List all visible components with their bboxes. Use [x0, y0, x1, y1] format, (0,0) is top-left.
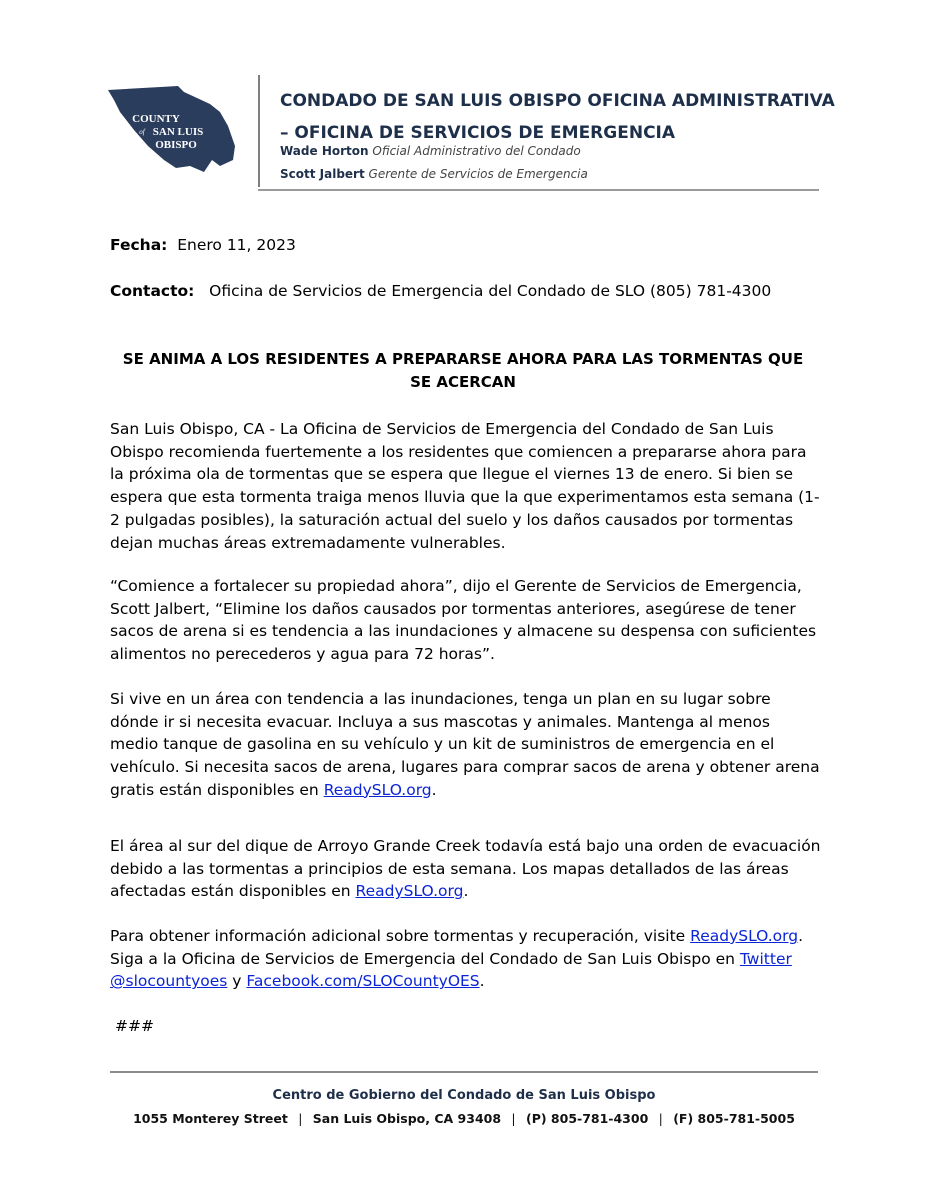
official-name: Scott Jalbert	[280, 167, 365, 181]
date-label: Fecha:	[110, 236, 168, 254]
readyslo-link[interactable]: ReadySLO.org	[690, 927, 799, 945]
contact-value: Oficina de Servicios de Emergencia del Condado de SLO (805) 781-4300	[209, 282, 772, 300]
fax-number: (F) 805-781-5005	[673, 1111, 795, 1126]
body-paragraph-3	[110, 688, 822, 802]
paragraph-text: El área al sur del dique de Arroyo Grande Creek todavía está bajo una orden de evacuación debido a las tormentas a principios de esta semana. Los mapas detallados de las áreas afectadas están disponibles en	[110, 837, 821, 901]
footer-address	[110, 1111, 818, 1126]
paragraph-text: Si vive en un área con tendencia a las inundaciones, tenga un plan en su lugar sobre dónde ir si necesita evacuar. Incluya a sus mascotas y animales. Mantenga al menos medio tanque de gasolina en su vehículo y un kit de suministros de emergencia en el vehículo. Si necesita sacos de arena, lugares para comprar sacos de arena y obtener arena gratis están disponibles en	[110, 690, 820, 799]
body-paragraph-2: “Comience a fortalecer su propiedad ahora”, dijo el Gerente de Servicios de Emergencia, Scott Jalbert, “Elimine los daños causados por tormentas anteriores, asegúrese de tener sacos de arena si es tendencia a las inundaciones y almacene su despensa con suficientes alimentos no perecederos y agua para 72 horas”.	[110, 577, 817, 664]
paragraph-text: Para obtener información adicional sobre tormentas y recuperación, visite	[110, 927, 691, 945]
separator: |	[298, 1111, 303, 1126]
separator: |	[658, 1111, 663, 1126]
paragraph-text: y	[227, 972, 247, 991]
body-paragraph-4	[110, 835, 822, 903]
paragraph-end: .	[479, 972, 485, 991]
readyslo-link[interactable]: ReadySLO.org	[323, 780, 432, 799]
official-name: Wade Horton	[280, 144, 369, 158]
end-mark: ###	[115, 1017, 154, 1035]
date-value: Enero 11, 2023	[177, 236, 296, 254]
official-role: Oficial Administrativo del Condado	[372, 144, 581, 158]
county-logo	[108, 86, 238, 172]
header-divider-horizontal	[258, 189, 819, 191]
paragraph-end: .	[431, 780, 437, 799]
facebook-link[interactable]: Facebook.com/SLOCountyOES	[246, 972, 480, 991]
office-title: CONDADO DE SAN LUIS OBISPO OFICINA ADMINISTRATIVA – OFICINA DE SERVICIOS DE EMERGENCIA	[280, 91, 835, 143]
official-wade-horton	[280, 144, 581, 158]
official-scott-jalbert	[280, 167, 588, 181]
header-divider-vertical	[258, 75, 260, 187]
contact-label: Contacto:	[110, 282, 195, 300]
phone-number: (P) 805-781-4300	[525, 1111, 649, 1126]
press-release-headline: SE ANIMA A LOS RESIDENTES A PREPARARSE AHORA PARA LAS TORMENTAS QUE SE ACERCAN	[122, 350, 804, 391]
logo-line-of: of	[139, 128, 145, 136]
contact-field	[110, 282, 771, 300]
twitter-link[interactable]: Twitter @slocountyoes	[110, 949, 792, 991]
body-paragraph-5	[110, 925, 822, 993]
body-paragraph-1: San Luis Obispo, CA - La Oficina de Servicios de Emergencia del Condado de San Luis Obispo recomienda fuertemente a los residentes que comiencen a prepararse ahora para la próxima ola de tormentas que se espera que llegue el viernes 13 de enero. Si bien se espera que esta tormenta traiga menos lluvia que la que experimentamos esta semana (1-2 pulgadas posibles), la saturación actual del suelo y los daños causados por tormentas dejan muchas áreas extremadamente vulnerables.	[110, 420, 820, 552]
paragraph-end: .	[463, 882, 469, 901]
street-address: 1055 Monterey Street	[133, 1111, 288, 1126]
readyslo-link[interactable]: ReadySLO.org	[355, 882, 464, 901]
date-field	[110, 236, 296, 254]
logo-line-obispo: OBISPO	[155, 139, 197, 151]
paragraph-text: . Siga a la Oficina de Servicios de Emergencia del Condado de San Luis Obispo en	[110, 927, 804, 968]
logo-line-san-luis: SAN LUIS	[152, 126, 204, 138]
city-state-zip: San Luis Obispo, CA 93408	[312, 1111, 502, 1126]
logo-line-county: COUNTY	[132, 113, 180, 125]
official-role: Gerente de Servicios de Emergencia	[368, 167, 588, 181]
separator: |	[511, 1111, 516, 1126]
footer-divider	[110, 1071, 818, 1073]
footer-title: Centro de Gobierno del Condado de San Luis Obispo	[272, 1088, 656, 1103]
